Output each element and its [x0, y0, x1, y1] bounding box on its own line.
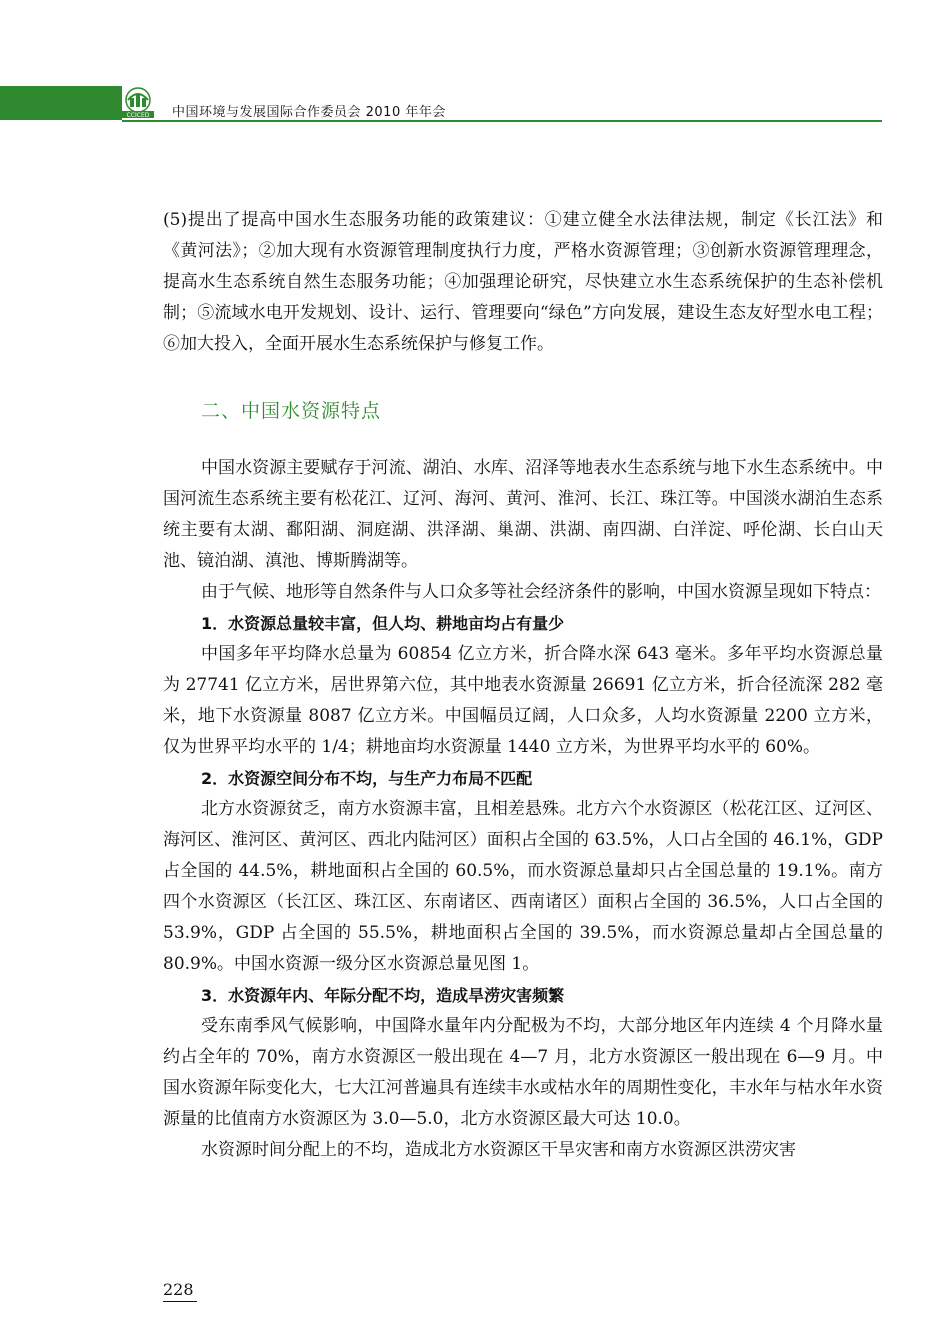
- policy-recommendations-paragraph: (5)提出了提高中国水生态服务功能的政策建议：①建立健全水法律法规，制定《长江法》和《黄河法》；②加大现有水资源管理制度执行力度，严格水资源管理；③创新水资源管理理念，提高水生态系统自然生态服务功能；④加强理论研究，尽快建立水生态系统保护的生态补偿机制；⑤流域水电开发规划、设计、运行、管理要向“绿色”方向发展，建设生态友好型水电工程；⑥加大投入，全面开展水生态系统保护与修复工作。: [163, 210, 883, 354]
- report-header-title: 中国环境与发展国际合作委员会 2010 年年会: [172, 105, 446, 120]
- water-resources-paragraph: 中国水资源主要赋存于河流、湖泊、水库、沼泽等地表水生态系统与地下水生态系统中。中国河流生态系统主要有松花江、辽河、海河、黄河、淮河、长江、珠江等。中国淡水湖泊生态系统主要有太湖、鄱阳湖、洞庭湖、洪泽湖、巢湖、洪湖、南四湖、白洋淀、呼伦湖、长白山天池、镜泊湖、滇池、博斯腾湖等。: [163, 458, 883, 571]
- subheading-3: 3．水资源年内、年际分配不均，造成旱涝灾害频繁: [201, 986, 565, 1005]
- page-content: [163, 205, 883, 1166]
- header-rule: [122, 120, 882, 122]
- cciced-logo: [116, 86, 160, 120]
- subheading-1: 1．水资源总量较丰富，但人均、耕地亩均占有量少: [201, 614, 565, 633]
- disaster-paragraph: 水资源时间分配上的不均，造成北方水资源区干旱灾害和南方水资源区洪涝灾害: [201, 1140, 796, 1160]
- svg-text:CCICED: CCICED: [126, 112, 150, 119]
- spatial-distribution-paragraph: 北方水资源贫乏，南方水资源丰富，且相差悬殊。北方六个水资源区（松花江区、辽河区、海河区、淮河区、黄河区、西北内陆河区）面积占全国的 63.5%，人口占全国的 46.1%，GDP 占全国的 44.5%，耕地面积占全国的 60.5%，而水资源总量却只占全国总量的 19.1%。南方四个水资源区（长江区、珠江区、东南诸区、西南诸区）面积占全国的 36.5%，人口占全国的 53.9%，GDP 占全国的 55.5%，耕地面积占全国的 39.5%，而水资源总量却占全国总量的 80.9%。中国水资源一级分区水资源总量见图 1。: [163, 799, 883, 974]
- total-resources-paragraph: 中国多年平均降水总量为 60854 亿立方米，折合降水深 643 毫米。多年平均水资源总量为 27741 亿立方米，居世界第六位，其中地表水资源量 26691 亿立方米，折合径流深 282 毫米，地下水资源量 8087 亿立方米。中国幅员辽阔，人口众多，人均水资源量 2200 立方米，仅为世界平均水平的 1/4；耕地亩均水资源量 1440 立方米，为世界平均水平的 60%。: [163, 644, 883, 757]
- section-heading: 二、中国水资源特点: [201, 400, 382, 422]
- temporal-distribution-paragraph: 受东南季风气候影响，中国降水量年内分配极为不均，大部分地区年内连续 4 个月降水量约占全年的 70%，南方水资源区一般出现在 4—7 月，北方水资源区一般出现在 6—9 月。中国水资源年际变化大，七大江河普遍具有连续丰水或枯水年的周期性变化，丰水年与枯水年水资源量的比值南方水资源区为 3.0—5.0，北方水资源区最大可达 10.0。: [163, 1016, 883, 1129]
- page-number: 228: [163, 1280, 197, 1302]
- subheading-2: 2．水资源空间分布不均，与生产力布局不匹配: [201, 769, 533, 788]
- characteristics-intro-paragraph: 由于气候、地形等自然条件与人口众多等社会经济条件的影响，中国水资源呈现如下特点：: [201, 582, 881, 602]
- header-band: [0, 86, 122, 120]
